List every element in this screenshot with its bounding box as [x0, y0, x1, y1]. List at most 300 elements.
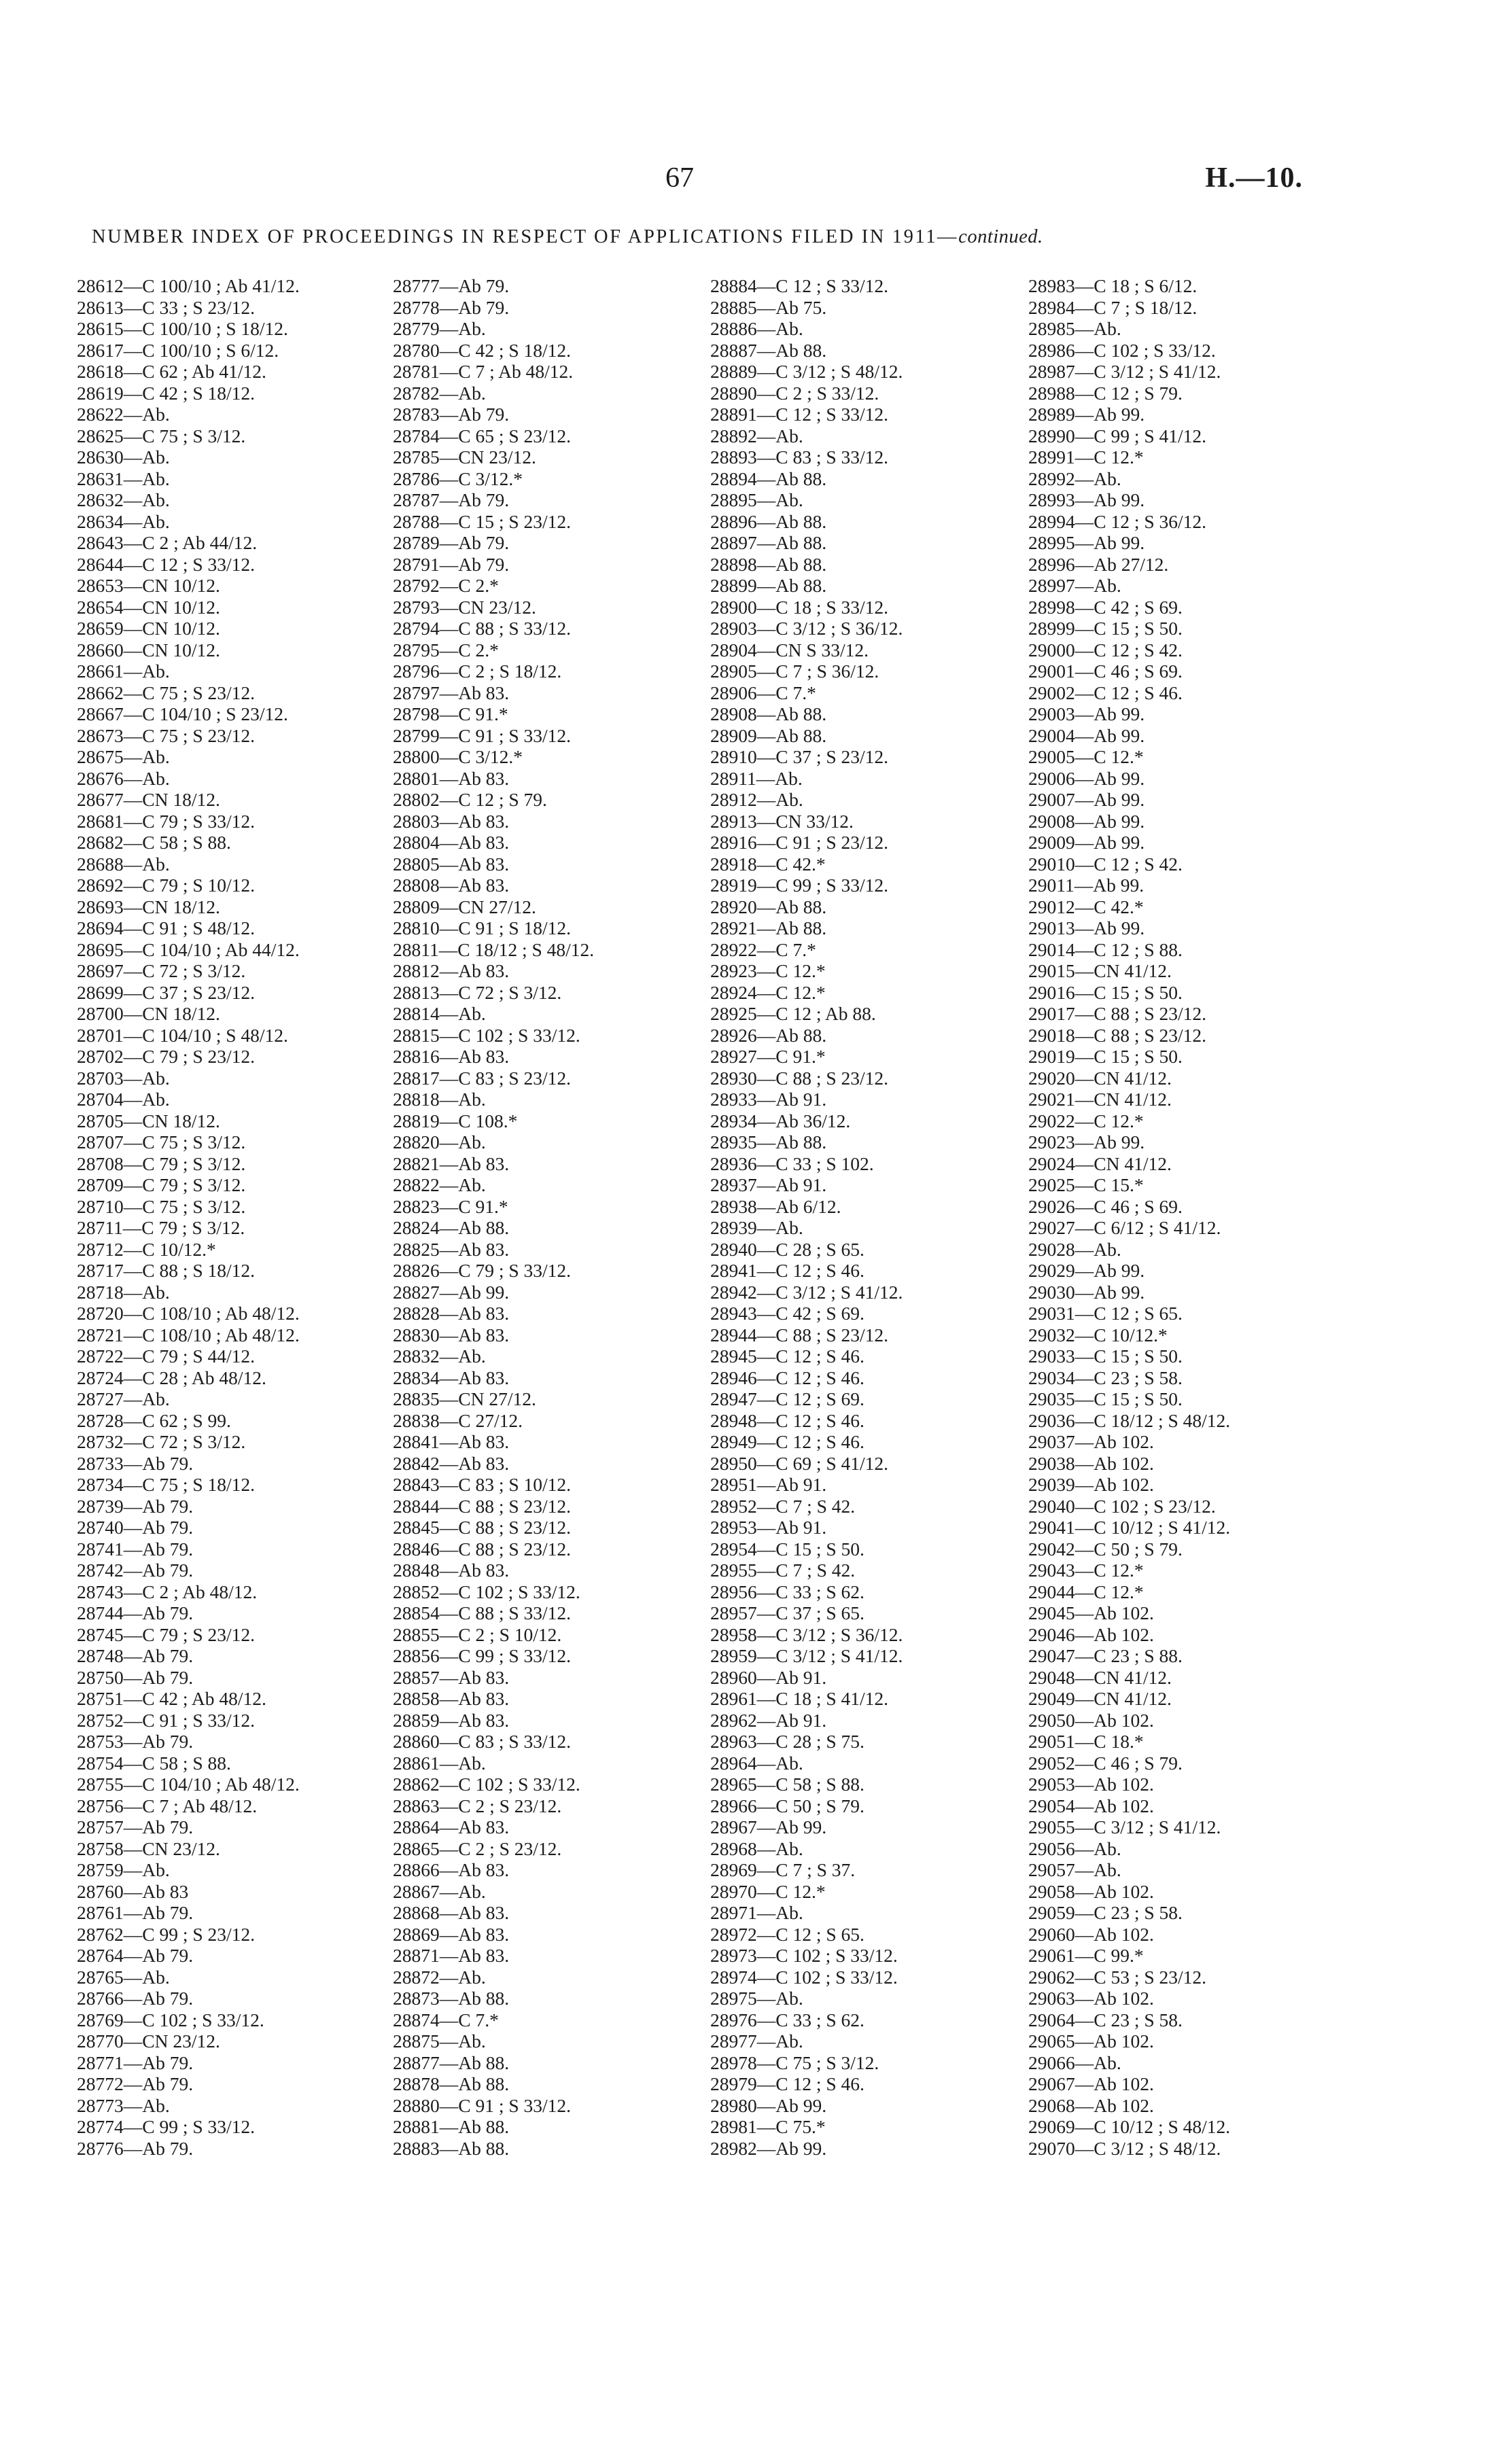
index-entry: 28921—Ab 88. [710, 917, 827, 938]
index-entry: 28688—Ab. [77, 853, 170, 875]
page-number: 67 [665, 162, 694, 194]
index-entry: 28943—C 42 ; S 69. [710, 1303, 864, 1324]
index-entry: 28718—Ab. [77, 1281, 170, 1303]
index-entry: 28878—Ab 88. [393, 2073, 510, 2094]
index-entry: 28753—Ab 79. [77, 1731, 194, 1752]
index-entry: 28811—C 18/12 ; S 48/12. [393, 938, 595, 960]
index-entry: 29019—C 15 ; S 50. [1028, 1046, 1183, 1067]
index-entry: 28797—Ab 83. [393, 682, 510, 703]
index-entry: 28759—Ab. [77, 1859, 170, 1880]
index-entry: 28702—C 79 ; S 23/12. [77, 1046, 256, 1067]
index-entry: 29046—Ab 102. [1028, 1623, 1154, 1645]
index-entry: 28705—CN 18/12. [77, 1110, 220, 1131]
index-entry: 28958—C 3/12 ; S 36/12. [710, 1623, 903, 1645]
index-entry: 28709—C 79 ; S 3/12. [77, 1174, 246, 1195]
index-entry: 28622—Ab. [77, 404, 170, 425]
index-entry: 28720—C 108/10 ; Ab 48/12. [77, 1303, 300, 1324]
index-entry: 28959—C 3/12 ; S 41/12. [710, 1645, 903, 1666]
index-entry: 28695—C 104/10 ; Ab 44/12. [77, 938, 300, 960]
index-entry: 28800—C 3/12.* [393, 746, 523, 767]
index-entry: 28781—C 7 ; Ab 48/12. [393, 361, 574, 382]
index-entry: 28770—CN 23/12. [77, 2030, 220, 2052]
index-entry: 28889—C 3/12 ; S 48/12. [710, 361, 903, 382]
index-entry: 28922—C 7.* [710, 938, 816, 960]
heading-text: NUMBER INDEX OF PROCEEDINGS IN RESPECT OF APPLICATIONS FILED IN 1911— [92, 226, 959, 247]
index-entry: 28860—C 83 ; S 33/12. [393, 1731, 572, 1752]
index-entry: 28815—C 102 ; S 33/12. [393, 1024, 580, 1046]
index-column-2 [393, 275, 594, 2159]
index-entry: 28834—Ab 83. [393, 1367, 510, 1388]
index-entry: 28887—Ab 88. [710, 339, 827, 361]
index-entry: 28957—C 37 ; S 65. [710, 1602, 864, 1623]
index-entry: 28675—Ab. [77, 746, 170, 767]
index-entry: 28728—C 62 ; S 99. [77, 1409, 231, 1431]
index-entry: 28883—Ab 88. [393, 2137, 510, 2159]
index-entry: 28813—C 72 ; S 3/12. [393, 981, 562, 1003]
index-entry: 29016—C 15 ; S 50. [1028, 981, 1183, 1003]
index-entry: 29066—Ab. [1028, 2052, 1121, 2073]
index-entry: 28816—Ab 83. [393, 1046, 510, 1067]
index-entry: 29067—Ab 102. [1028, 2073, 1154, 2094]
index-entry: 28920—Ab 88. [710, 896, 827, 917]
index-entry: 28941—C 12 ; S 46. [710, 1260, 864, 1281]
index-entry: 28961—C 18 ; S 41/12. [710, 1688, 889, 1709]
index-entry: 28772—Ab 79. [77, 2073, 194, 2094]
index-entry: 28885—Ab 75. [710, 296, 827, 318]
index-entry: 28861—Ab. [393, 1752, 486, 1774]
index-entry: 28871—Ab 83. [393, 1945, 510, 1966]
index-entry: 29070—C 3/12 ; S 48/12. [1028, 2137, 1221, 2159]
index-entry: 28734—C 75 ; S 18/12. [77, 1474, 256, 1495]
index-entry: 28872—Ab. [393, 1966, 486, 1988]
index-entry: 29037—Ab 102. [1028, 1431, 1154, 1452]
index-entry: 28962—Ab 91. [710, 1709, 827, 1731]
index-entry: 28802—C 12 ; S 79. [393, 789, 547, 810]
index-entry: 28873—Ab 88. [393, 1988, 510, 2009]
index-entry: 28869—Ab 83. [393, 1923, 510, 1945]
index-entry: 28863—C 2 ; S 23/12. [393, 1795, 562, 1816]
index-entry: 28661—Ab. [77, 661, 170, 682]
index-entry: 28979—C 12 ; S 46. [710, 2073, 864, 2094]
index-entry: 28965—C 58 ; S 88. [710, 1774, 864, 1795]
index-entry: 28792—C 2.* [393, 575, 499, 596]
index-entry: 28751—C 42 ; Ab 48/12. [77, 1688, 266, 1709]
index-entry: 28776—Ab 79. [77, 2137, 194, 2159]
index-entry: 28980—Ab 99. [710, 2094, 827, 2116]
index-entry: 28820—Ab. [393, 1131, 486, 1152]
index-entry: 28630—Ab. [77, 446, 170, 468]
index-entry: 28936—C 33 ; S 102. [710, 1152, 874, 1174]
index-entry: 29031—C 12 ; S 65. [1028, 1303, 1183, 1324]
index-entry: 29008—Ab 99. [1028, 810, 1145, 832]
index-entry: 28717—C 88 ; S 18/12. [77, 1260, 256, 1281]
index-entry: 28875—Ab. [393, 2030, 486, 2052]
index-entry: 28964—Ab. [710, 1752, 803, 1774]
index-entry: 29002—C 12 ; S 46. [1028, 682, 1183, 703]
index-entry: 29052—C 46 ; S 79. [1028, 1752, 1183, 1774]
index-entry: 28900—C 18 ; S 33/12. [710, 596, 889, 618]
index-entry: 28955—C 7 ; S 42. [710, 1560, 856, 1581]
index-entry: 29034—C 23 ; S 58. [1028, 1367, 1183, 1388]
index-entry: 28925—C 12 ; Ab 88. [710, 1003, 876, 1024]
index-entry: 28989—Ab 99. [1028, 404, 1145, 425]
index-entry: 28712—C 10/12.* [77, 1238, 216, 1260]
index-entry: 28848—Ab 83. [393, 1560, 510, 1581]
index-entry: 28909—Ab 88. [710, 724, 827, 746]
index-entry: 29040—C 102 ; S 23/12. [1028, 1495, 1216, 1517]
index-entry: 28704—Ab. [77, 1089, 170, 1110]
index-entry: 28618—C 62 ; Ab 41/12. [77, 361, 266, 382]
index-entry: 28940—C 28 ; S 65. [710, 1238, 864, 1260]
index-entry: 28692—C 79 ; S 10/12. [77, 875, 256, 896]
index-entry: 28855—C 2 ; S 10/12. [393, 1623, 562, 1645]
index-entry: 28944—C 88 ; S 23/12. [710, 1324, 889, 1345]
index-entry: 28634—Ab. [77, 510, 170, 532]
index-entry: 28795—C 2.* [393, 639, 499, 661]
index-entry: 28810—C 91 ; S 18/12. [393, 917, 572, 938]
index-entry: 28983—C 18 ; S 6/12. [1028, 275, 1198, 296]
index-entry: 28997—Ab. [1028, 575, 1121, 596]
index-entry: 28868—Ab 83. [393, 1902, 510, 1923]
index-entry: 28939—Ab. [710, 1217, 803, 1238]
index-entry: 28967—Ab 99. [710, 1816, 827, 1837]
index-entry: 28750—Ab 79. [77, 1666, 194, 1688]
index-entry: 29017—C 88 ; S 23/12. [1028, 1003, 1207, 1024]
index-entry: 28793—CN 23/12. [393, 596, 536, 618]
index-entry: 28778—Ab 79. [393, 296, 510, 318]
index-entry: 28930—C 88 ; S 23/12. [710, 1067, 889, 1089]
index-entry: 28934—Ab 36/12. [710, 1110, 851, 1131]
index-entry: 29068—Ab 102. [1028, 2094, 1154, 2116]
index-entry: 28708—C 79 ; S 3/12. [77, 1152, 246, 1174]
index-entry: 28771—Ab 79. [77, 2052, 194, 2073]
index-entry: 28973—C 102 ; S 33/12. [710, 1945, 898, 1966]
index-entry: 29057—Ab. [1028, 1859, 1121, 1880]
index-entry: 28898—Ab 88. [710, 553, 827, 575]
index-entry: 28985—Ab. [1028, 318, 1121, 339]
index-entry: 28942—C 3/12 ; S 41/12. [710, 1281, 903, 1303]
index-entry: 28777—Ab 79. [393, 275, 510, 296]
index-entry: 29025—C 15.* [1028, 1174, 1144, 1195]
index-entry: 28972—C 12 ; S 65. [710, 1923, 864, 1945]
index-entry: 28732—C 72 ; S 3/12. [77, 1431, 246, 1452]
index-entry: 28981—C 75.* [710, 2116, 826, 2137]
index-entry: 29056—Ab. [1028, 1837, 1121, 1859]
index-entry: 29049—CN 41/12. [1028, 1688, 1172, 1709]
index-entry: 29051—C 18.* [1028, 1731, 1144, 1752]
index-entry: 28843—C 83 ; S 10/12. [393, 1474, 572, 1495]
index-entry: 28682—C 58 ; S 88. [77, 832, 231, 853]
index-entry: 29001—C 46 ; S 69. [1028, 661, 1183, 682]
index-entry: 28693—CN 18/12. [77, 896, 220, 917]
index-entry: 28828—Ab 83. [393, 1303, 510, 1324]
index-entry: 28910—C 37 ; S 23/12. [710, 746, 889, 767]
index-entry: 29021—CN 41/12. [1028, 1089, 1172, 1110]
index-entry: 28662—C 75 ; S 23/12. [77, 682, 256, 703]
index-entry: 28992—Ab. [1028, 468, 1121, 489]
index-entry: 28971—Ab. [710, 1902, 803, 1923]
index-entry: 28766—Ab 79. [77, 1988, 194, 2009]
index-entry: 29027—C 6/12 ; S 41/12. [1028, 1217, 1221, 1238]
heading-continued: continued. [958, 226, 1043, 247]
index-entry: 28722—C 79 ; S 44/12. [77, 1345, 256, 1367]
index-entry: 28822—Ab. [393, 1174, 486, 1195]
index-entry: 28699—C 37 ; S 23/12. [77, 981, 256, 1003]
index-entry: 28935—Ab 88. [710, 1131, 827, 1152]
index-entry: 28653—CN 10/12. [77, 575, 220, 596]
index-entry: 29054—Ab 102. [1028, 1795, 1154, 1816]
index-entry: 29024—CN 41/12. [1028, 1152, 1172, 1174]
index-entry: 28867—Ab. [393, 1880, 486, 1902]
index-entry: 28927—C 91.* [710, 1046, 826, 1067]
index-entry: 29048—CN 41/12. [1028, 1666, 1172, 1688]
index-entry: 28744—Ab 79. [77, 1602, 194, 1623]
index-entry: 29015—CN 41/12. [1028, 960, 1172, 981]
index-entry: 28677—CN 18/12. [77, 789, 220, 810]
index-entry: 29041—C 10/12 ; S 41/12. [1028, 1517, 1231, 1538]
index-entry: 29053—Ab 102. [1028, 1774, 1154, 1795]
index-entry: 28842—Ab 83. [393, 1452, 510, 1474]
index-entry: 29044—C 12.* [1028, 1581, 1144, 1602]
index-entry: 28919—C 99 ; S 33/12. [710, 875, 889, 896]
index-entry: 28625—C 75 ; S 3/12. [77, 425, 246, 446]
index-entry: 28912—Ab. [710, 789, 803, 810]
index-entry: 28954—C 15 ; S 50. [710, 1538, 864, 1560]
index-entry: 28745—C 79 ; S 23/12. [77, 1623, 256, 1645]
index-entry: 28742—Ab 79. [77, 1560, 194, 1581]
index-entry: 28676—Ab. [77, 767, 170, 789]
index-entry: 28832—Ab. [393, 1345, 486, 1367]
index-entry: 28711—C 79 ; S 3/12. [77, 1217, 245, 1238]
index-entry: 28852—C 102 ; S 33/12. [393, 1581, 580, 1602]
index-entry: 29004—Ab 99. [1028, 724, 1145, 746]
page-heading [92, 226, 1268, 248]
index-entry: 28826—C 79 ; S 33/12. [393, 1260, 572, 1281]
index-entry: 28789—Ab 79. [393, 532, 510, 553]
index-entry: 29065—Ab 102. [1028, 2030, 1154, 2052]
index-entry: 28791—Ab 79. [393, 553, 510, 575]
index-entry: 29060—Ab 102. [1028, 1923, 1154, 1945]
index-entry: 28918—C 42.* [710, 853, 826, 875]
index-entry: 28923—C 12.* [710, 960, 826, 981]
index-entry: 28758—CN 23/12. [77, 1837, 220, 1859]
index-entry: 28890—C 2 ; S 33/12. [710, 382, 879, 404]
index-entry: 29043—C 12.* [1028, 1560, 1144, 1581]
index-entry: 28619—C 42 ; S 18/12. [77, 382, 256, 404]
index-entry: 29042—C 50 ; S 79. [1028, 1538, 1183, 1560]
index-entry: 28757—Ab 79. [77, 1816, 194, 1837]
index-entry: 28798—C 91.* [393, 703, 508, 724]
index-entry: 28953—Ab 91. [710, 1517, 827, 1538]
index-entry: 28803—Ab 83. [393, 810, 510, 832]
index-entry: 28631—Ab. [77, 468, 170, 489]
index-entry: 28805—Ab 83. [393, 853, 510, 875]
index-entry: 28786—C 3/12.* [393, 468, 523, 489]
index-column-4 [1028, 275, 1230, 2159]
index-entry: 28862—C 102 ; S 33/12. [393, 1774, 580, 1795]
index-entry: 28760—Ab 83 [77, 1880, 189, 1902]
index-entry: 28814—Ab. [393, 1003, 486, 1024]
index-entry: 28825—Ab 83. [393, 1238, 510, 1260]
index-entry: 29030—Ab 99. [1028, 1281, 1145, 1303]
index-entry: 29050—Ab 102. [1028, 1709, 1154, 1731]
index-entry: 28960—Ab 91. [710, 1666, 827, 1688]
index-entry: 28739—Ab 79. [77, 1495, 194, 1517]
index-entry: 28924—C 12.* [710, 981, 826, 1003]
index-column-1 [77, 275, 300, 2159]
index-entry: 28995—Ab 99. [1028, 532, 1145, 553]
index-entry: 28990—C 99 ; S 41/12. [1028, 425, 1207, 446]
index-entry: 29011—Ab 99. [1028, 875, 1145, 896]
index-entry: 29055—C 3/12 ; S 41/12. [1028, 1816, 1221, 1837]
index-entry: 28752—C 91 ; S 33/12. [77, 1709, 256, 1731]
index-entry: 28976—C 33 ; S 62. [710, 2009, 864, 2030]
index-entry: 28783—Ab 79. [393, 404, 510, 425]
index-entry: 29014—C 12 ; S 88. [1028, 938, 1183, 960]
index-entry: 28933—Ab 91. [710, 1089, 827, 1110]
index-entry: 29038—Ab 102. [1028, 1452, 1154, 1474]
index-entry: 28801—Ab 83. [393, 767, 510, 789]
index-entry: 28986—C 102 ; S 33/12. [1028, 339, 1216, 361]
index-entry: 28654—CN 10/12. [77, 596, 220, 618]
index-entry: 28819—C 108.* [393, 1110, 518, 1131]
index-entry: 28701—C 104/10 ; S 48/12. [77, 1024, 288, 1046]
index-entry: 28916—C 91 ; S 23/12. [710, 832, 889, 853]
index-entry: 28724—C 28 ; Ab 48/12. [77, 1367, 266, 1388]
index-entry: 28765—Ab. [77, 1966, 170, 1988]
index-entry: 28838—C 27/12. [393, 1409, 523, 1431]
index-entry: 28824—Ab 88. [393, 1217, 510, 1238]
index-entry: 28991—C 12.* [1028, 446, 1144, 468]
index-entry: 28913—CN 33/12. [710, 810, 854, 832]
index-entry: 28951—Ab 91. [710, 1474, 827, 1495]
index-entry: 28896—Ab 88. [710, 510, 827, 532]
index-entry: 28858—Ab 83. [393, 1688, 510, 1709]
index-entry: 28762—C 99 ; S 23/12. [77, 1923, 256, 1945]
index-entry: 28945—C 12 ; S 46. [710, 1345, 864, 1367]
index-entry: 28949—C 12 ; S 46. [710, 1431, 864, 1452]
index-entry: 28950—C 69 ; S 41/12. [710, 1452, 889, 1474]
index-entry: 29069—C 10/12 ; S 48/12. [1028, 2116, 1231, 2137]
index-entry: 28988—C 12 ; S 79. [1028, 382, 1183, 404]
index-entry: 28859—Ab 83. [393, 1709, 510, 1731]
index-entry: 28881—Ab 88. [393, 2116, 510, 2137]
index-entry: 28818—Ab. [393, 1089, 486, 1110]
index-entry: 28743—C 2 ; Ab 48/12. [77, 1581, 258, 1602]
index-entry: 29062—C 53 ; S 23/12. [1028, 1966, 1207, 1988]
index-entry: 28877—Ab 88. [393, 2052, 510, 2073]
index-entry: 28969—C 7 ; S 37. [710, 1859, 856, 1880]
index-entry: 28903—C 3/12 ; S 36/12. [710, 618, 903, 639]
index-entry: 28846—C 88 ; S 23/12. [393, 1538, 572, 1560]
index-entry: 29028—Ab. [1028, 1238, 1121, 1260]
index-entry: 28884—C 12 ; S 33/12. [710, 275, 889, 296]
index-column-3 [710, 275, 903, 2159]
document-reference: H.—10. [1205, 162, 1303, 194]
index-entry: 28779—Ab. [393, 318, 486, 339]
index-entry: 28617—C 100/10 ; S 6/12. [77, 339, 279, 361]
index-entry: 28911—Ab. [710, 767, 803, 789]
index-entry: 29036—C 18/12 ; S 48/12. [1028, 1409, 1231, 1431]
index-entry: 28937—Ab 91. [710, 1174, 827, 1195]
index-entry: 28999—C 15 ; S 50. [1028, 618, 1183, 639]
index-entry: 28974—C 102 ; S 33/12. [710, 1966, 898, 1988]
index-entry: 29032—C 10/12.* [1028, 1324, 1168, 1345]
index-entry: 28700—CN 18/12. [77, 1003, 220, 1024]
index-entry: 29061—C 99.* [1028, 1945, 1144, 1966]
index-entry: 28660—CN 10/12. [77, 639, 220, 661]
index-entry: 28784—C 65 ; S 23/12. [393, 425, 572, 446]
index-entry: 28835—CN 27/12. [393, 1388, 536, 1409]
index-entry: 28782—Ab. [393, 382, 486, 404]
index-entry: 28897—Ab 88. [710, 532, 827, 553]
index-entry: 28804—Ab 83. [393, 832, 510, 853]
index-entry: 28710—C 75 ; S 3/12. [77, 1195, 246, 1217]
index-entry: 28977—Ab. [710, 2030, 803, 2052]
index-entry: 29005—C 12.* [1028, 746, 1144, 767]
index-entry: 28948—C 12 ; S 46. [710, 1409, 864, 1431]
index-entry: 28667—C 104/10 ; S 23/12. [77, 703, 288, 724]
index-entry: 28893—C 83 ; S 33/12. [710, 446, 889, 468]
index-entry: 28707—C 75 ; S 3/12. [77, 1131, 246, 1152]
index-entry: 28845—C 88 ; S 23/12. [393, 1517, 572, 1538]
index-entry: 28764—Ab 79. [77, 1945, 194, 1966]
index-entry: 28975—Ab. [710, 1988, 803, 2009]
index-entry: 29047—C 23 ; S 88. [1028, 1645, 1183, 1666]
index-entry: 28756—C 7 ; Ab 48/12. [77, 1795, 258, 1816]
index-entry: 28886—Ab. [710, 318, 803, 339]
index-entry: 28697—C 72 ; S 3/12. [77, 960, 246, 981]
index-entry: 29018—C 88 ; S 23/12. [1028, 1024, 1207, 1046]
index-entry: 28748—Ab 79. [77, 1645, 194, 1666]
index-entry: 28891—C 12 ; S 33/12. [710, 404, 889, 425]
index-entry: 28966—C 50 ; S 79. [710, 1795, 864, 1816]
index-entry: 29013—Ab 99. [1028, 917, 1145, 938]
index-entry: 28823—C 91.* [393, 1195, 508, 1217]
index-entry: 29022—C 12.* [1028, 1110, 1144, 1131]
index-entry: 28794—C 88 ; S 33/12. [393, 618, 572, 639]
index-entry: 29039—Ab 102. [1028, 1474, 1154, 1495]
index-entry: 28817—C 83 ; S 23/12. [393, 1067, 572, 1089]
index-entry: 28812—Ab 83. [393, 960, 510, 981]
index-entry: 28894—Ab 88. [710, 468, 827, 489]
index-entry: 28908—Ab 88. [710, 703, 827, 724]
index-entry: 28856—C 99 ; S 33/12. [393, 1645, 572, 1666]
index-entry: 28780—C 42 ; S 18/12. [393, 339, 572, 361]
index-entry: 28613—C 33 ; S 23/12. [77, 296, 256, 318]
index-entry: 28821—Ab 83. [393, 1152, 510, 1174]
index-entry: 29033—C 15 ; S 50. [1028, 1345, 1183, 1367]
index-entry: 28978—C 75 ; S 3/12. [710, 2052, 879, 2073]
index-entry: 29059—C 23 ; S 58. [1028, 1902, 1183, 1923]
index-entry: 28905—C 7 ; S 36/12. [710, 661, 879, 682]
index-entry: 29064—C 23 ; S 58. [1028, 2009, 1183, 2030]
index-entry: 28970—C 12.* [710, 1880, 826, 1902]
index-entry: 28694—C 91 ; S 48/12. [77, 917, 256, 938]
index-entry: 29007—Ab 99. [1028, 789, 1145, 810]
index-entry: 28755—C 104/10 ; Ab 48/12. [77, 1774, 300, 1795]
index-entry: 28799—C 91 ; S 33/12. [393, 724, 572, 746]
index-entry: 28632—Ab. [77, 489, 170, 510]
index-entry: 29020—CN 41/12. [1028, 1067, 1172, 1089]
index-entry: 28796—C 2 ; S 18/12. [393, 661, 562, 682]
index-entry: 28681—C 79 ; S 33/12. [77, 810, 256, 832]
index-entry: 28830—Ab 83. [393, 1324, 510, 1345]
index-entry: 28857—Ab 83. [393, 1666, 510, 1688]
index-entry: 28952—C 7 ; S 42. [710, 1495, 856, 1517]
index-entry: 28904—CN S 33/12. [710, 639, 869, 661]
index-entry: 28892—Ab. [710, 425, 803, 446]
